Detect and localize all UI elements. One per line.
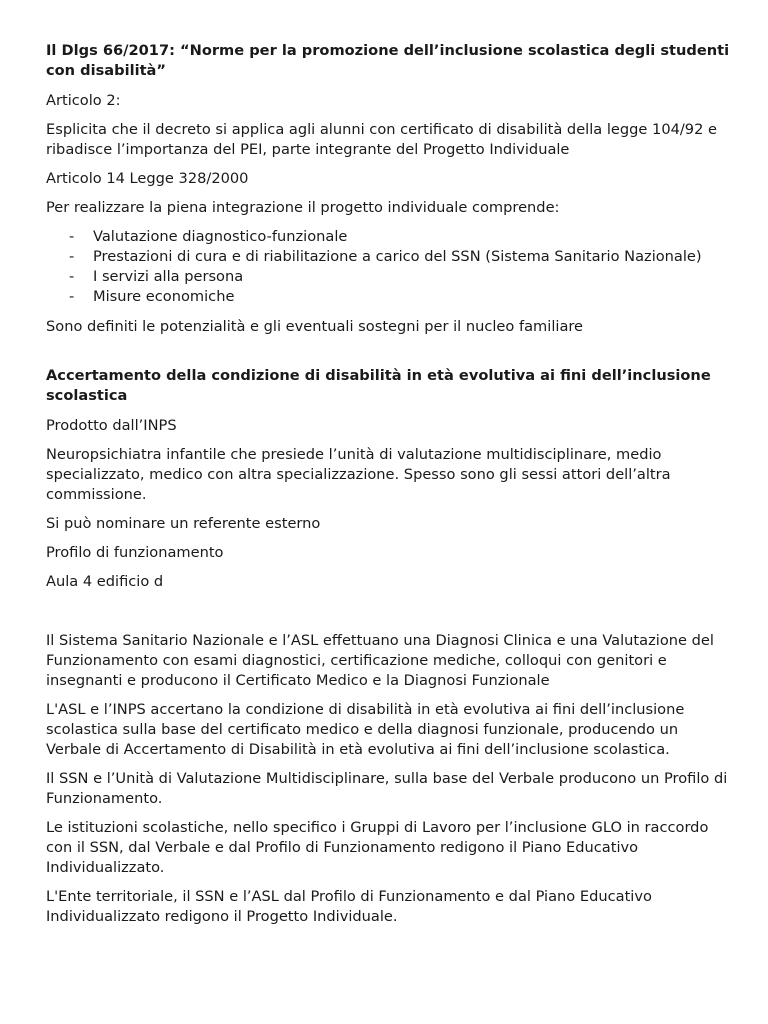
project-components-list: [46, 227, 736, 307]
list-item-text: I servizi alla persona: [93, 268, 244, 285]
list-item: [46, 267, 736, 287]
umv-paragraph: Il SSN e l’Unità di Valutazione Multidisciplinare, sulla base del Verbale producono un Profilo di Funzionamento.: [46, 770, 728, 807]
article-2-label: Articolo 2:: [46, 92, 121, 109]
dash-bullet: -: [69, 228, 75, 245]
room-text: Aula 4 edificio d: [46, 573, 164, 590]
list-item: [46, 227, 736, 247]
list-item: [46, 247, 736, 267]
ssn-paragraph: Il Sistema Sanitario Nazionale e l’ASL effettuano una Diagnosi Clinica e una Valutazione del Funzionamento con esami diagnostici, certificazione mediche, colloqui con genitori e insegnanti e producono il Certificato Medico e la Diagnosi Funzionale: [46, 632, 714, 689]
list-item-text: Valutazione diagnostico-funzionale: [93, 228, 348, 245]
dash-bullet: -: [69, 268, 75, 285]
article-14-intro: Per realizzare la piena integrazione il progetto individuale comprende:: [46, 199, 560, 216]
article-14-label: Articolo 14 Legge 328/2000: [46, 170, 249, 187]
list-item-text: Misure economiche: [93, 288, 235, 305]
document-heading-accertamento: Accertamento della condizione di disabilità in età evolutiva ai fini dell’inclusione scolastica: [46, 367, 711, 404]
commission-text: Neuropsichiatra infantile che presiede l’unità di valutazione multidisciplinare, medio specializzato, medico con altra specializzazione. Spesso sono gli sessi attori dell’altra commissione.: [46, 446, 671, 503]
list-item: [46, 287, 736, 307]
document-page: [46, 41, 736, 936]
asl-inps-paragraph: L'ASL e l’INPS accertano la condizione di disabilità in età evolutiva ai fini dell’inclusione scolastica sulla base del certificato medico e della diagnosi funzionale, producendo un Verbale di Accertamento di Disabilità in età evolutiva ai fini dell’inclusione scolastica.: [46, 701, 685, 758]
dash-bullet: -: [69, 248, 75, 265]
dash-bullet: -: [69, 288, 75, 305]
external-referent-text: Si può nominare un referente esterno: [46, 515, 321, 532]
ente-paragraph: L'Ente territoriale, il SSN e l’ASL dal Profilo di Funzionamento e dal Piano Educativo Individualizzato redigono il Progetto Individuale.: [46, 888, 652, 925]
document-heading-dlgs: Il Dlgs 66/2017: “Norme per la promozione dell’inclusione scolastica degli studenti con disabilità”: [46, 42, 730, 79]
family-support-text: Sono definiti le potenzialità e gli eventuali sostegni per il nucleo familiare: [46, 318, 584, 335]
article-2-text: Esplicita che il decreto si applica agli alunni con certificato di disabilità della legge 104/92 e ribadisce l’importanza del PEI, parte integrante del Progetto Individuale: [46, 121, 717, 158]
profile-text: Profilo di funzionamento: [46, 544, 224, 561]
list-item-text: Prestazioni di cura e di riabilitazione a carico del SSN (Sistema Sanitario Nazionale): [93, 248, 702, 265]
glo-paragraph: Le istituzioni scolastiche, nello specifico i Gruppi di Lavoro per l’inclusione GLO in raccordo con il SSN, dal Verbale e dal Profilo di Funzionamento redigono il Piano Educativo Individualizzato.: [46, 819, 709, 876]
produced-by-text: Prodotto dall’INPS: [46, 417, 177, 434]
